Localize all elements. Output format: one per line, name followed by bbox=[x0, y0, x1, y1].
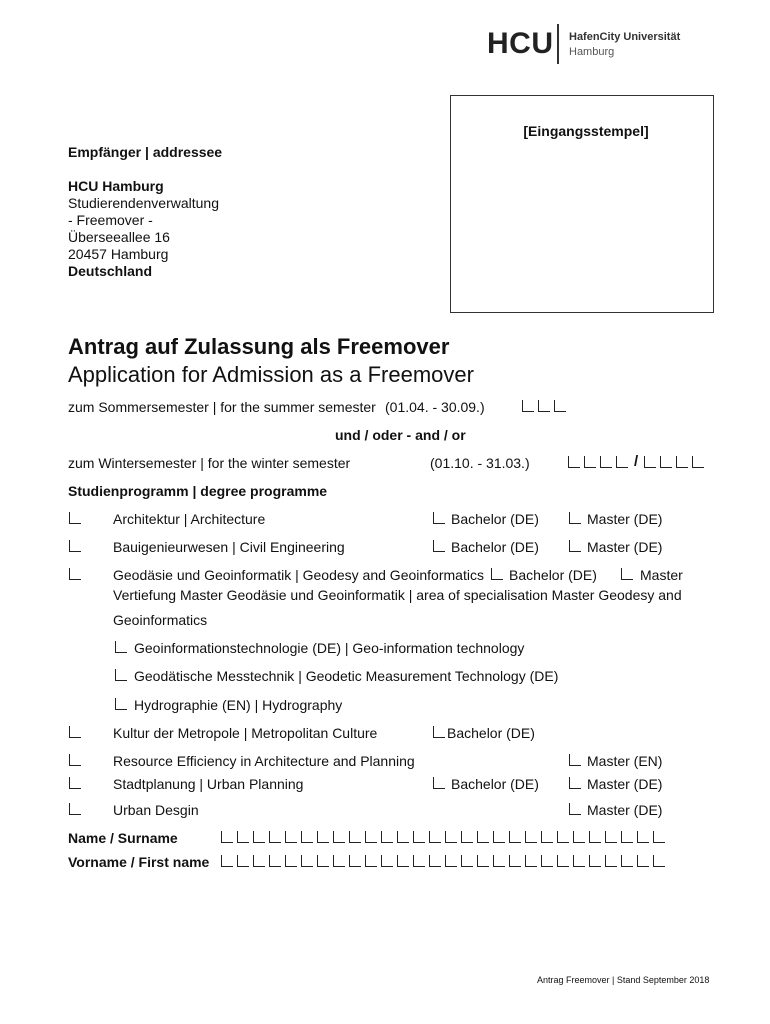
letter-box[interactable] bbox=[493, 831, 505, 843]
letter-box[interactable] bbox=[301, 855, 313, 867]
letter-box[interactable] bbox=[493, 855, 505, 867]
letter-box[interactable] bbox=[429, 831, 441, 843]
letter-box[interactable] bbox=[349, 855, 361, 867]
year-digit-box[interactable] bbox=[660, 456, 672, 468]
letter-box[interactable] bbox=[573, 831, 585, 843]
programme-architektur: Architektur | Architecture bbox=[113, 511, 266, 527]
programme-geodaesie: Geodäsie und Geoinformatik | Geodesy and Geoinformatics bbox=[113, 567, 484, 583]
checkbox-resource-master[interactable] bbox=[569, 754, 581, 766]
letter-box[interactable] bbox=[365, 855, 377, 867]
geodaesie-specialisation-note: Vertiefung Master Geodäsie und Geoinformatik | area of specialisation Master Geodesy and bbox=[113, 587, 682, 603]
label-bachelor: Bachelor (DE) bbox=[451, 539, 539, 555]
winter-year-boxes[interactable] bbox=[568, 453, 704, 470]
checkbox-stadt-master[interactable] bbox=[569, 777, 581, 789]
label-master: Master (DE) bbox=[587, 776, 663, 792]
programme-kultur: Kultur der Metropole | Metropolitan Culture bbox=[113, 725, 378, 741]
checkbox-architektur[interactable] bbox=[69, 512, 81, 524]
logo-university-name: HafenCity Universität bbox=[569, 31, 681, 43]
spec-geoinfo: Geoinformationstechnologie (DE) | Geo-information technology bbox=[134, 640, 525, 656]
checkbox-spec-hydrographie[interactable] bbox=[115, 698, 127, 710]
letter-box[interactable] bbox=[445, 831, 457, 843]
letter-box[interactable] bbox=[605, 831, 617, 843]
letter-box[interactable] bbox=[237, 831, 249, 843]
checkbox-bauing-master[interactable] bbox=[569, 540, 581, 552]
checkbox-geodaesie-master[interactable] bbox=[621, 568, 633, 580]
checkbox-stadt-bachelor[interactable] bbox=[433, 777, 445, 789]
checkbox-kultur-bachelor[interactable] bbox=[433, 726, 445, 738]
letter-box[interactable] bbox=[509, 831, 521, 843]
recipient-country: Deutschland bbox=[68, 263, 153, 279]
year-digit-box[interactable] bbox=[692, 456, 704, 468]
checkbox-kultur[interactable] bbox=[69, 726, 81, 738]
year-digit-box[interactable] bbox=[522, 400, 534, 412]
letter-box[interactable] bbox=[509, 855, 521, 867]
letter-box[interactable] bbox=[285, 855, 297, 867]
year-separator: / bbox=[634, 453, 639, 470]
checkbox-urban[interactable] bbox=[69, 803, 81, 815]
recipient-city: 20457 Hamburg bbox=[68, 246, 169, 262]
footer-note: Antrag Freemover | Stand September 2018 bbox=[537, 975, 710, 985]
recipient-street: Überseeallee 16 bbox=[68, 229, 170, 245]
checkbox-spec-geoinfo[interactable] bbox=[115, 641, 127, 653]
programme-stadt: Stadtplanung | Urban Planning bbox=[113, 776, 304, 792]
year-digit-box[interactable] bbox=[676, 456, 688, 468]
label-bachelor: Bachelor (DE) bbox=[451, 776, 539, 792]
letter-box[interactable] bbox=[429, 855, 441, 867]
firstname-label: Vorname / First name bbox=[68, 854, 210, 870]
year-digit-box[interactable] bbox=[554, 400, 566, 412]
geodaesie-specialisation-note-cont: Geoinformatics bbox=[113, 612, 208, 628]
year-digit-box[interactable] bbox=[644, 456, 656, 468]
letter-box[interactable] bbox=[541, 855, 553, 867]
label-bachelor: Bachelor (DE) bbox=[447, 725, 535, 741]
letter-box[interactable] bbox=[349, 831, 361, 843]
recipient-heading: Empfänger | addressee bbox=[68, 144, 223, 160]
checkbox-bauing-bachelor[interactable] bbox=[433, 540, 445, 552]
letter-box[interactable] bbox=[237, 855, 249, 867]
surname-boxes[interactable] bbox=[221, 831, 665, 843]
checkbox-architektur-master[interactable] bbox=[569, 512, 581, 524]
letter-box[interactable] bbox=[557, 831, 569, 843]
letter-box[interactable] bbox=[317, 831, 329, 843]
spec-hydrographie: Hydrographie (EN) | Hydrography bbox=[134, 697, 343, 713]
programme-heading: Studienprogramm | degree programme bbox=[68, 483, 328, 499]
letter-box[interactable] bbox=[637, 831, 649, 843]
letter-box[interactable] bbox=[413, 831, 425, 843]
letter-box[interactable] bbox=[461, 831, 473, 843]
letter-box[interactable] bbox=[381, 831, 393, 843]
programme-urban: Urban Desgin bbox=[113, 802, 199, 818]
summer-semester-dates: (01.04. - 30.09.) bbox=[385, 399, 485, 415]
label-master-en: Master (EN) bbox=[587, 753, 663, 769]
checkbox-geodaesie[interactable] bbox=[69, 568, 81, 580]
year-digit-box[interactable] bbox=[538, 400, 550, 412]
firstname-boxes[interactable] bbox=[221, 855, 665, 867]
letter-box[interactable] bbox=[477, 831, 489, 843]
checkbox-spec-messtechnik[interactable] bbox=[115, 669, 127, 681]
year-digit-box[interactable] bbox=[600, 456, 612, 468]
letter-box[interactable] bbox=[525, 855, 537, 867]
letter-box[interactable] bbox=[525, 831, 537, 843]
label-master: Master (DE) bbox=[587, 539, 663, 555]
logo-divider bbox=[557, 24, 559, 64]
letter-box[interactable] bbox=[413, 855, 425, 867]
stamp-label: [Eingangsstempel] bbox=[523, 123, 649, 139]
logo-city: Hamburg bbox=[569, 46, 615, 58]
year-digit-box[interactable] bbox=[584, 456, 596, 468]
letter-box[interactable] bbox=[301, 831, 313, 843]
letter-box[interactable] bbox=[653, 855, 665, 867]
letter-box[interactable] bbox=[461, 855, 473, 867]
letter-box[interactable] bbox=[253, 855, 265, 867]
programme-bauing: Bauigenieurwesen | Civil Engineering bbox=[113, 539, 345, 555]
checkbox-urban-master[interactable] bbox=[569, 803, 581, 815]
letter-box[interactable] bbox=[477, 855, 489, 867]
letter-box[interactable] bbox=[557, 855, 569, 867]
letter-box[interactable] bbox=[221, 855, 233, 867]
letter-box[interactable] bbox=[637, 855, 649, 867]
letter-box[interactable] bbox=[397, 855, 409, 867]
label-master: Master (DE) bbox=[587, 511, 663, 527]
letter-box[interactable] bbox=[573, 855, 585, 867]
summer-semester-label: zum Sommersemester | for the summer semester bbox=[68, 399, 376, 415]
page-title-en: Application for Admission as a Freemover bbox=[68, 362, 474, 387]
year-digit-box[interactable] bbox=[568, 456, 580, 468]
letter-box[interactable] bbox=[269, 831, 281, 843]
letter-box[interactable] bbox=[397, 831, 409, 843]
label-master-plain: Master bbox=[640, 567, 683, 583]
letter-box[interactable] bbox=[621, 855, 633, 867]
spec-messtechnik: Geodätische Messtechnik | Geodetic Measurement Technology (DE) bbox=[134, 668, 559, 684]
checkbox-stadt[interactable] bbox=[69, 777, 81, 789]
checkbox-resource[interactable] bbox=[69, 754, 81, 766]
recipient-line1: Studierendenverwaltung bbox=[68, 195, 219, 211]
letter-box[interactable] bbox=[333, 831, 345, 843]
label-master: Master (DE) bbox=[587, 802, 663, 818]
summer-year-boxes[interactable] bbox=[522, 400, 566, 412]
checkbox-architektur-bachelor[interactable] bbox=[433, 512, 445, 524]
checkbox-geodaesie-bachelor[interactable] bbox=[491, 568, 503, 580]
surname-label: Name / Surname bbox=[68, 830, 178, 846]
winter-semester-label: zum Wintersemester | for the winter semester bbox=[68, 455, 351, 471]
and-or-label: und / oder - and / or bbox=[335, 427, 466, 443]
winter-semester-dates: (01.10. - 31.03.) bbox=[430, 455, 530, 471]
letter-box[interactable] bbox=[317, 855, 329, 867]
letter-box[interactable] bbox=[589, 831, 601, 843]
label-bachelor: Bachelor (DE) bbox=[509, 567, 597, 583]
page-title-de: Antrag auf Zulassung als Freemover bbox=[68, 334, 450, 359]
letter-box[interactable] bbox=[445, 855, 457, 867]
recipient-org: HCU Hamburg bbox=[68, 178, 164, 194]
letter-box[interactable] bbox=[541, 831, 553, 843]
letter-box[interactable] bbox=[605, 855, 617, 867]
letter-box[interactable] bbox=[365, 831, 377, 843]
letter-box[interactable] bbox=[269, 855, 281, 867]
programme-resource: Resource Efficiency in Architecture and Planning bbox=[113, 753, 415, 769]
letter-box[interactable] bbox=[621, 831, 633, 843]
label-bachelor: Bachelor (DE) bbox=[451, 511, 539, 527]
letter-box[interactable] bbox=[285, 831, 297, 843]
recipient-line2: - Freemover - bbox=[68, 212, 153, 228]
year-digit-box[interactable] bbox=[616, 456, 628, 468]
letter-box[interactable] bbox=[253, 831, 265, 843]
letter-box[interactable] bbox=[381, 855, 393, 867]
logo-abbreviation: HCU bbox=[487, 27, 554, 60]
letter-box[interactable] bbox=[653, 831, 665, 843]
checkbox-bauing[interactable] bbox=[69, 540, 81, 552]
letter-box[interactable] bbox=[333, 855, 345, 867]
letter-box[interactable] bbox=[589, 855, 601, 867]
letter-box[interactable] bbox=[221, 831, 233, 843]
